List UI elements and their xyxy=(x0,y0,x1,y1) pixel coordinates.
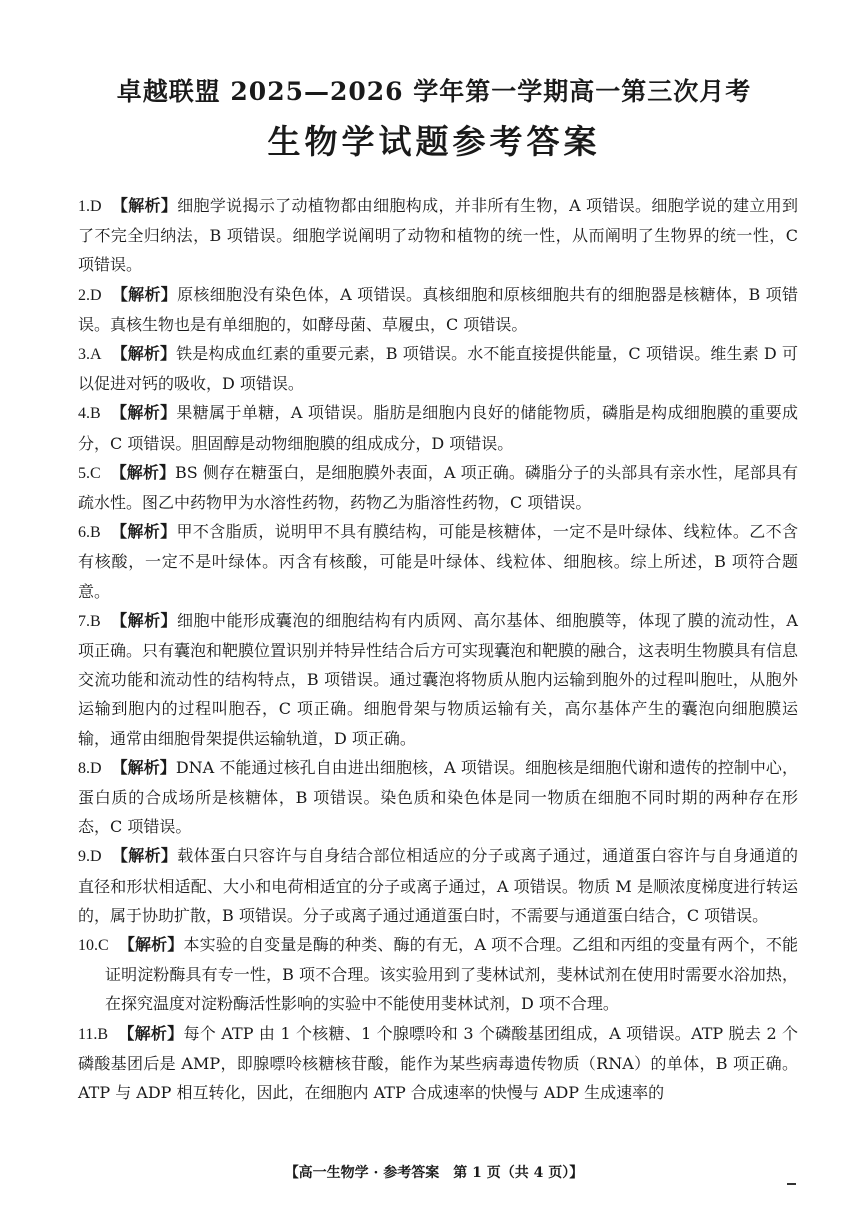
question-number: 10. xyxy=(78,937,98,955)
analysis-tag: 【解析】 xyxy=(111,757,176,777)
answer-choice: C xyxy=(90,464,101,482)
analysis-tag: 【解析】 xyxy=(110,522,177,542)
analysis-tag: 【解析】 xyxy=(110,403,177,423)
answer-choice: B xyxy=(90,612,101,630)
analysis-tag: 【解析】 xyxy=(111,196,178,215)
answer-list xyxy=(78,191,798,1107)
answer-choice: B xyxy=(97,1025,109,1043)
analysis-tag: 【解析】 xyxy=(110,462,176,482)
document-title: 生物学试题参考答案 xyxy=(267,122,601,161)
question-number: 7. xyxy=(78,612,90,630)
analysis-tag: 【解析】 xyxy=(111,344,177,364)
answer-item-6 xyxy=(78,517,798,606)
answer-item-2 xyxy=(78,280,798,339)
analysis-text: 细胞中能形成囊泡的细胞结构有内质网、高尔基体、细胞膜等，体现了膜的流动性，A 项正确。只有囊泡和靶膜位置识别并特异性结合后方可实现囊泡和靶膜的融合，这表明生物膜具有信息交流功能和流动性的结构特点，B 项错误。通过囊泡将物质从胞内运输到胞外的过程叫胞吐，从胞外运输到胞内的过程叫胞吞，C 项正确。细胞骨架与物质运输有关，高尔基体产生的囊泡向细胞膜运输，通常由细胞骨架提供运输轨道，D 项正确。 xyxy=(78,610,799,748)
analysis-text: 果糖属于单糖，A 项错误。脂肪是细胞内良好的储能物质，磷脂是构成细胞膜的重要成分，C 项错误。胆固醇是动物细胞膜的组成成分，D 项错误。 xyxy=(78,403,798,453)
analysis-text: 原核细胞没有染色体，A 项错误。真核细胞和原核细胞共有的细胞器是核糖体，B 项错误。真核生物也是有单细胞的，如酵母菌、草履虫，C 项错误。 xyxy=(78,284,798,334)
answer-item-10 xyxy=(78,930,798,1019)
analysis-text: DNA 不能通过核孔自由进出细胞核，A 项错误。细胞核是细胞代谢和遗传的控制中心，蛋白质的合成场所是核糖体，B 项错误。染色质和染色体是同一物质在细胞不同时期的两种存在形态，C 项错误。 xyxy=(78,757,798,837)
analysis-text: 每个 ATP 由 1 个核糖、1 个腺嘌呤和 3 个磷酸基团组成，A 项错误。ATP 脱去 2 个磷酸基团后是 AMP，即腺嘌呤核糖核苷酸，能作为某些病毒遗传物质（RNA）的单体，B 项正确。ATP 与 ADP 相互转化，因此，在细胞内 ATP 合成速率的快慢与 ADP 生成速率的 xyxy=(78,1023,798,1103)
answer-item-11 xyxy=(78,1019,798,1108)
answer-choice: A xyxy=(90,346,102,364)
answer-item-1 xyxy=(78,191,798,280)
analysis-text: 载体蛋白只容许与自身结合部位相适应的分子或离子通过，通道蛋白容许与自身通道的直径和形状相适配、大小和电荷相适宜的分子或离子通过，A 项错误。物质 M 是顺浓度梯度进行转运的，属于协助扩散，B 项错误。分子或离子通过通道蛋白时，不需要与通道蛋白结合，C 项错误。 xyxy=(78,846,798,925)
answer-choice: D xyxy=(90,848,102,866)
answer-item-3 xyxy=(78,339,798,398)
question-number: 3. xyxy=(78,346,90,364)
question-number: 4. xyxy=(78,405,90,423)
analysis-text: 本实验的自变量是酶的种类、酶的有无，A 项不合理。乙组和丙组的变量有两个，不能证明淀粉酶具有专一性，B 项不合理。该实验用到了斐林试剂，斐林试剂在使用时需要水浴加热，在探究温度对淀粉酶活性影响的实验中不能使用斐林试剂，D 项不合理。 xyxy=(105,935,798,1014)
analysis-text: 细胞学说揭示了动植物都由细胞构成，并非所有生物，A 项错误。细胞学说的建立用到了不完全归纳法，B 项错误。细胞学说阐明了动物和植物的统一性，从而阐明了生物界的统一性，C 项错误。 xyxy=(78,196,798,275)
exam-title: 卓越联盟 2025—2026 学年第一学期高一第三次月考 xyxy=(116,77,752,106)
analysis-text: 铁是构成血红素的重要元素，B 项错误。水不能直接提供能量，C 项错误。维生素 D 可以促进对钙的吸收，D 项错误。 xyxy=(78,344,798,394)
analysis-text: 甲不含脂质，说明甲不具有膜结构，可能是核糖体，一定不是叶绿体、线粒体。乙不含有核酸，一定不是叶绿体。丙含有核酸，可能是叶绿体、线粒体、细胞核。综上所述，B 项符合题意。 xyxy=(78,522,798,601)
answer-choice: B xyxy=(90,524,101,542)
answer-choice: C xyxy=(98,937,109,955)
analysis-tag: 【解析】 xyxy=(111,846,178,866)
question-number: 6. xyxy=(78,524,90,542)
answer-item-9 xyxy=(78,841,798,930)
answer-choice: D xyxy=(90,759,102,777)
answer-item-5 xyxy=(78,458,798,517)
answer-choice: D xyxy=(90,198,102,215)
analysis-tag: 【解析】 xyxy=(111,284,178,304)
answer-choice: B xyxy=(90,405,101,423)
analysis-tag: 【解析】 xyxy=(118,1023,184,1043)
answer-item-7 xyxy=(78,606,798,753)
question-number: 1. xyxy=(78,198,90,215)
analysis-tag: 【解析】 xyxy=(118,935,184,955)
question-number: 11. xyxy=(78,1025,98,1043)
question-number: 2. xyxy=(78,286,90,304)
answer-item-8 xyxy=(78,753,798,842)
analysis-tag: 【解析】 xyxy=(110,610,178,630)
question-number: 5. xyxy=(78,464,90,482)
question-number: 9. xyxy=(78,848,90,866)
analysis-text: BS 侧存在糖蛋白，是细胞膜外表面，A 项正确。磷脂分子的头部具有亲水性，尾部具有疏水性。图乙中药物甲为水溶性药物，药物乙为脂溶性药物，C 项错误。 xyxy=(78,462,798,513)
question-number: 8. xyxy=(78,759,90,777)
answer-item-4 xyxy=(78,398,798,457)
page-footer: 【高一生物学 · 参考答案 第 1 页（共 4 页）】 xyxy=(284,1165,584,1181)
corner-dash xyxy=(787,1183,796,1185)
answer-choice: D xyxy=(90,286,102,304)
